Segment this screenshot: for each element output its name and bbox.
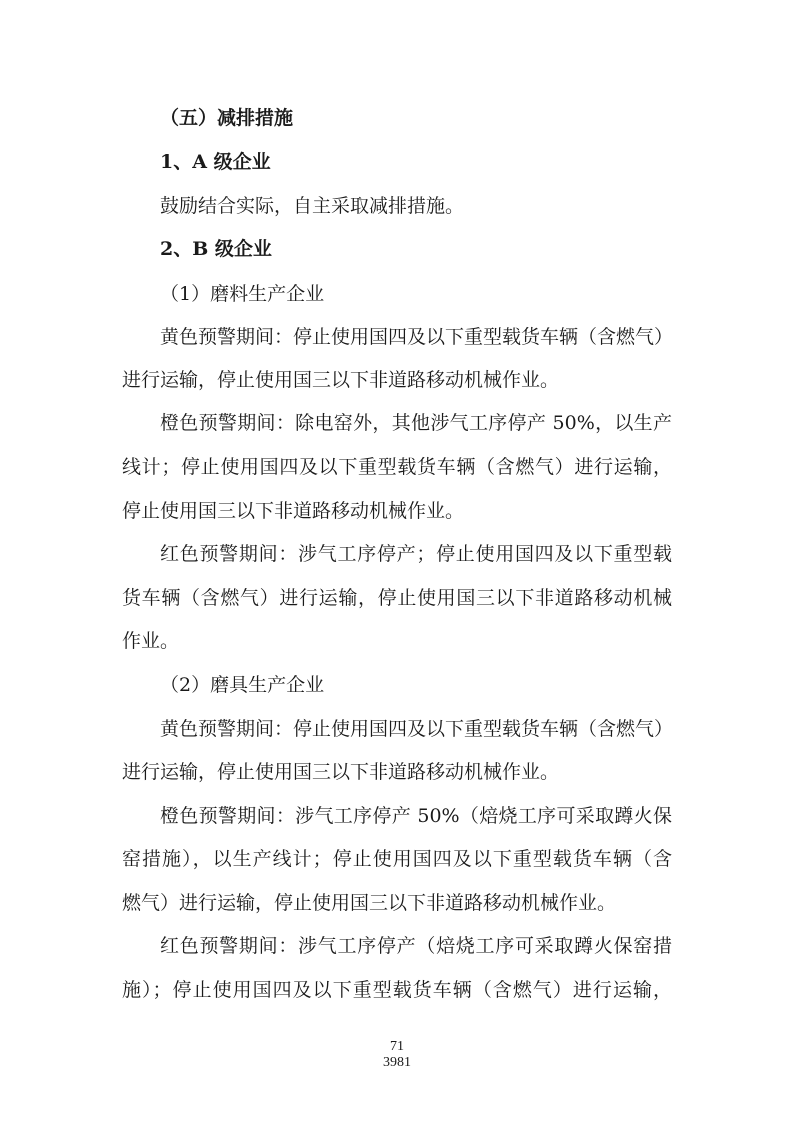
abrasive-red-line-2: 货车辆（含燃气）进行运输，停止使用国三以下非道路移动机械 [122,587,672,609]
tools-yellow-line-2: 进行运输，停止使用国三以下非道路移动机械作业。 [122,761,560,783]
tools-orange-line-2: 窑措施），以生产线计；停止使用国四及以下重型载货车辆（含 [122,848,672,870]
tools-red-line-2: 施）；停止使用国四及以下重型载货车辆（含燃气）进行运输， [122,979,672,1001]
tools-red-line-1: 红色预警期间：涉气工序停产（焙烧工序可采取蹲火保窑措 [160,935,672,957]
abrasive-orange-line-2: 线计；停止使用国四及以下重型载货车辆（含燃气）进行运输， [122,456,672,478]
abrasive-orange-line-1: 橙色预警期间：除电窑外，其他涉气工序停产 50%，以生产 [160,412,672,434]
total-page-number: 3981 [383,1055,411,1070]
tools-heading: （2）磨具生产企业 [160,674,325,696]
level-a-heading: 1、A 级企业 [160,151,271,173]
page-number: 71 [390,1039,404,1054]
level-a-text: 鼓励结合实际，自主采取减排措施。 [160,195,465,217]
section-title: （五）减排措施 [160,107,294,129]
level-b-heading: 2、B 级企业 [160,238,272,260]
abrasive-heading: （1）磨料生产企业 [160,283,325,305]
abrasive-yellow-line-2: 进行运输，停止使用国三以下非道路移动机械作业。 [122,369,560,391]
abrasive-orange-line-3: 停止使用国三以下非道路移动机械作业。 [122,500,465,522]
tools-yellow-line-1: 黄色预警期间：停止使用国四及以下重型载货车辆（含燃气） [160,718,674,740]
abrasive-red-line-1: 红色预警期间：涉气工序停产；停止使用国四及以下重型载 [160,543,672,565]
abrasive-red-line-3: 作业。 [122,630,180,652]
tools-orange-line-1: 橙色预警期间：涉气工序停产 50%（焙烧工序可采取蹲火保 [160,805,672,827]
tools-orange-line-3: 燃气）进行运输，停止使用国三以下非道路移动机械作业。 [122,892,617,914]
abrasive-yellow-line-1: 黄色预警期间：停止使用国四及以下重型载货车辆（含燃气） [160,326,674,348]
